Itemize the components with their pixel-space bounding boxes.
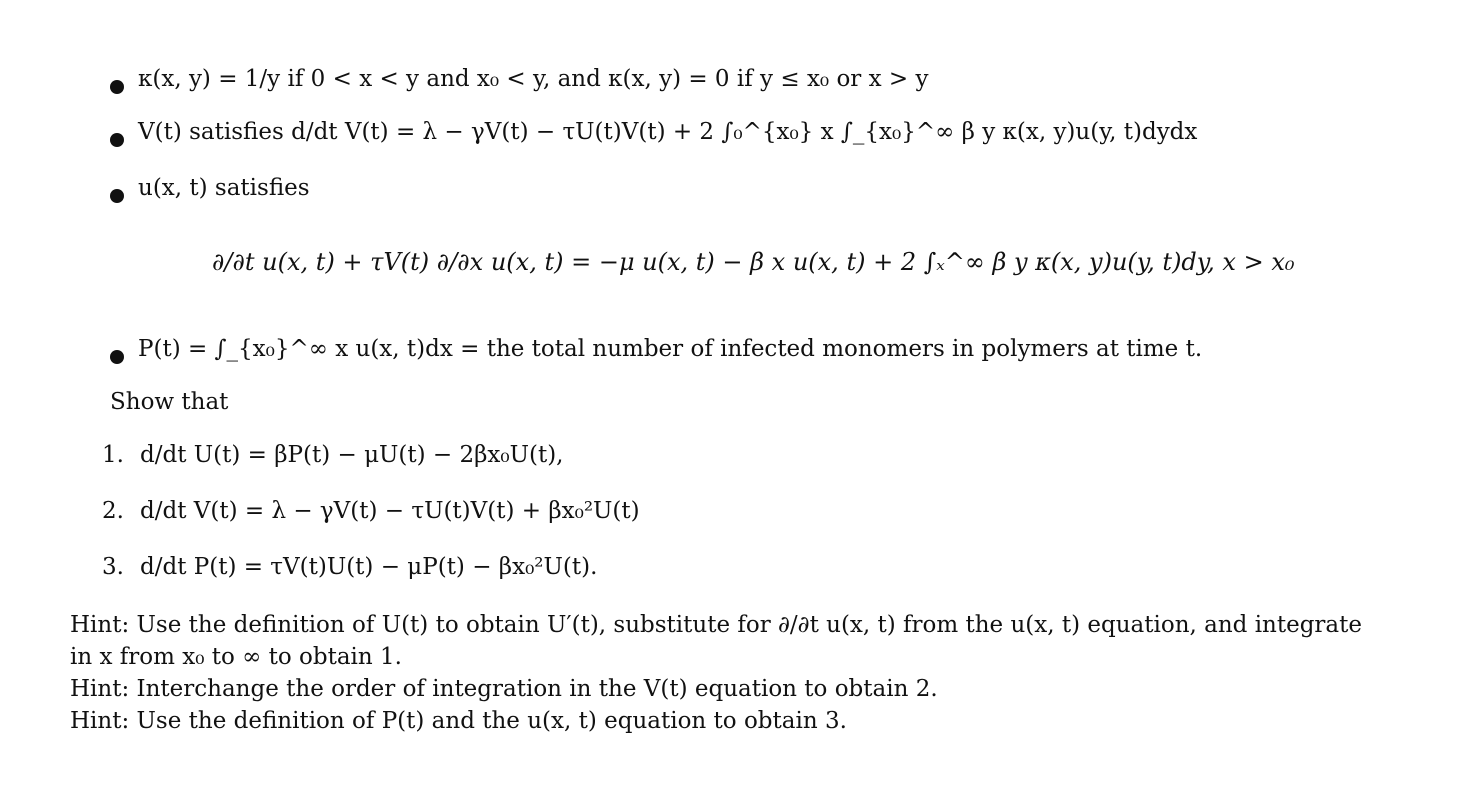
v-ode: V(t) satisfies d/dt V(t) = λ − γV(t) − τU(t)V(t) + 2 ∫₀^{x₀} x ∫_{x₀}^∞ β y κ(x, y)u(y, t)dydx: [138, 119, 1198, 145]
bullet-dot: [110, 350, 124, 364]
item-number: 2.: [102, 498, 124, 524]
p-definition: P(t) = ∫_{x₀}^∞ x u(x, t)dx = the total number of infected monomers in polymers at time t.: [138, 336, 1203, 362]
u-pde-intro: u(x, t) satisfies: [138, 175, 310, 201]
hint-1-line-1: Hint: Use the definition of U(t) to obtain U′(t), substitute for ∂/∂t u(x, t) from the u(x, t) equation, and integrate: [70, 612, 1362, 638]
bullet-dot: [110, 80, 124, 94]
u-pde-equation: ∂/∂t u(x, t) + τV(t) ∂/∂x u(x, t) = −μ u(x, t) − β x u(x, t) + 2 ∫ₓ^∞ β y κ(x, y)u(y, t)dy, x > x₀: [212, 248, 1295, 276]
bullet-dot: [110, 133, 124, 147]
claim-2: d/dt V(t) = λ − γV(t) − τU(t)V(t) + βx₀²U(t): [140, 498, 640, 524]
bullet-dot: [110, 189, 124, 203]
hint-3: Hint: Use the definition of P(t) and the u(x, t) equation to obtain 3.: [70, 708, 847, 734]
item-number: 3.: [102, 554, 124, 580]
claim-3: d/dt P(t) = τV(t)U(t) − μP(t) − βx₀²U(t).: [140, 554, 598, 580]
hint-2: Hint: Interchange the order of integration in the V(t) equation to obtain 2.: [70, 676, 938, 702]
claim-1: d/dt U(t) = βP(t) − μU(t) − 2βx₀U(t),: [140, 442, 564, 468]
show-that-label: Show that: [110, 389, 229, 415]
kappa-definition: κ(x, y) = 1/y if 0 < x < y and x₀ < y, and κ(x, y) = 0 if y ≤ x₀ or x > y: [138, 66, 929, 92]
hint-1-line-2: in x from x₀ to ∞ to obtain 1.: [70, 644, 402, 670]
item-number: 1.: [102, 442, 124, 468]
